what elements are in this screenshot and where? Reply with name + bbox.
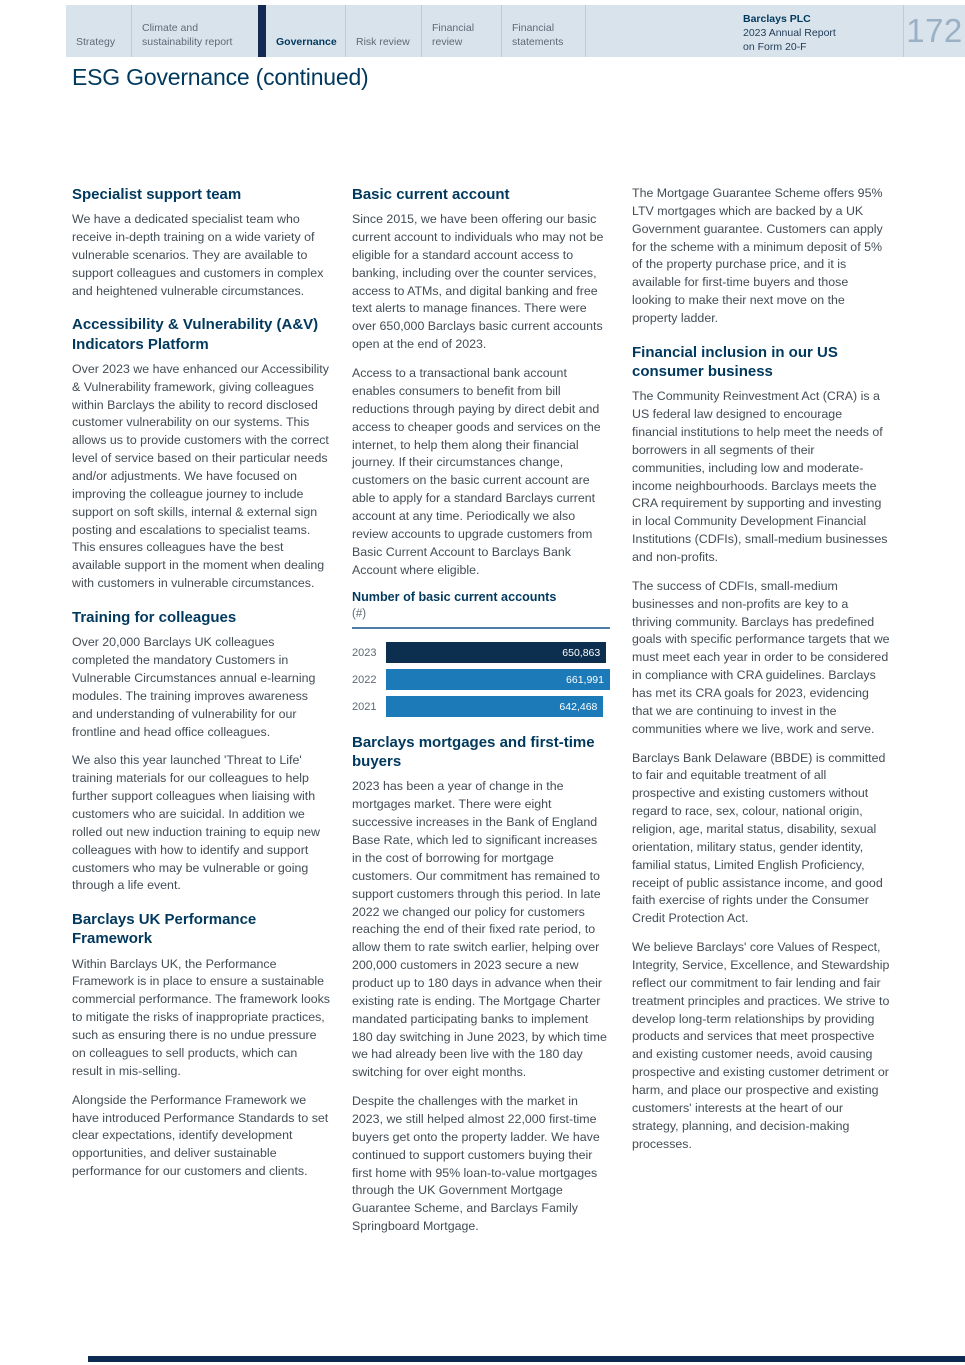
active-tab-indicator: [258, 5, 266, 57]
body-paragraph: The Mortgage Guarantee Scheme offers 95% LTV mortgages which are backed by a UK Government guarantee. Customers can apply for the scheme with a minimum deposit of 5% of the property purchase price, and it is available for first-time buyers and those looking to make their next move on the property ladder.: [632, 186, 883, 326]
tab-label: Governance: [276, 35, 337, 48]
chart-row: [352, 696, 610, 717]
tab-governance[interactable]: [266, 5, 346, 57]
report-line-2: on Form 20-F: [743, 40, 807, 53]
body-paragraph: Barclays Bank Delaware (BBDE) is committed to fair and equitable treatment of all prospective and existing customers without regard to race, sex, colour, national origin, religion, age, marital status, disability, sexual orientation, military status, gender identity, familial status, Limited English Proficiency, receipt of public assistance income, and good faith exercise of rights under the Consumer Credit Protection Act.: [632, 750, 886, 926]
body-paragraph: Despite the challenges with the market in 2023, we still helped almost 22,000 first-time buyers get onto the property ladder. We have continued to support customers buying their first home with 95% loan-to-value mortgages through the UK Government Mortgage Guarantee Scheme, and Barclays Family Springboard Mortgage.: [352, 1094, 600, 1234]
section-heading: Barclays UK Performance Framework: [72, 911, 257, 948]
chart-bar: [386, 642, 606, 663]
body-paragraph: We believe Barclays' core Values of Respect, Integrity, Service, Excellence, and Stewardship reflect our commitment to fair lending and fair treatment principles and practices. We strive to develop long-term relationships by providing products and services that meet prospective and existing customer needs, avoid causing prospective and existing customer detriment or harm, and place our prospective and existing customers' interests at the heart of our strategy, planning, and decision-making processes.: [632, 940, 890, 1151]
tab-label: Risk review: [356, 35, 410, 48]
body-paragraph: The Community Reinvestment Act (CRA) is a US federal law designed to encourage financial institutions to help meet the needs of borrowers in all segments of their communities, including low and moderate-income neighbourhoods. Barclays meets the CRA requirement by supporting and investing in local Community Development Financial Institutions (CDFIs), small-medium businesses and non-profits.: [632, 389, 888, 564]
tab-climate-and-sustainability-report[interactable]: [132, 5, 258, 57]
page-number: 172: [903, 5, 965, 57]
chart-unit: (#): [352, 608, 367, 621]
header-band: [66, 5, 965, 57]
tab-financial-review[interactable]: [422, 5, 502, 57]
chart-bar: [386, 669, 610, 690]
chart-value-label: 642,468: [559, 700, 598, 713]
tab-label: Climate and sustainability report: [142, 22, 233, 48]
chart-value-label: 661,991: [566, 673, 604, 686]
chart-row: [352, 642, 610, 663]
body-paragraph: The success of CDFIs, small-medium businesses and non-profits are key to a thriving community. Barclays has predefined goals with specific performance targets that we must meet each year in order to be considered in compliance with CRA guidelines. Barclays has met its CRA goals for 2023, evidencing that we are continuing to invest in the communities where we live, work and serve.: [632, 578, 890, 736]
chart-year-label: 2023: [352, 646, 377, 659]
tab-strategy[interactable]: [66, 5, 132, 57]
tab-label: Strategy: [76, 35, 116, 48]
tab-label: Financial statements: [512, 22, 564, 48]
chart-year-label: 2022: [352, 673, 377, 686]
section-heading: Specialist support team: [72, 186, 242, 203]
header-nav: [66, 5, 586, 57]
chart-row: [352, 669, 610, 690]
section-heading: Barclays mortgages and first-time buyers: [352, 734, 595, 771]
body-paragraph: Alongside the Performance Framework we have introduced Performance Standards to set clear expectations, identify development opportunities, and deliver sustainable performance for our customers and clients.: [72, 1092, 329, 1179]
header-spacer: [586, 5, 743, 57]
body-paragraph: Within Barclays UK, the Performance Framework is in place to ensure a sustainable commercial performance. The framework looks to mitigate the risks of inappropriate practices, such as ensuring there is no undue pressure on colleagues to sell products, which can result in mis-selling.: [72, 956, 330, 1078]
tab-financial-statements[interactable]: [502, 5, 586, 57]
body-paragraph: Over 20,000 Barclays UK colleagues completed the mandatory Customers in Vulnerable Circumstances annual e-learning modules. The training improves awareness and understanding of vulnerability for our frontline and head office colleagues.: [72, 635, 316, 739]
chart-title: Number of basic current accounts: [352, 590, 557, 605]
body-paragraph: Over 2023 we have enhanced our Accessibility & Vulnerability framework, giving colleagues within Barclays the ability to record disclosed customer vulnerability on our systems. This allows us to provide customers with the correct level of service based on their particular needs and/or adjustments. We have focused on improving the colleague journey to include support on soft skills, internal & external sign posting and escalations to specialist teams. This ensures colleagues have the best available support in the moment when dealing with customers in vulnerable circumstances.: [72, 361, 329, 591]
chart-bar: [386, 696, 603, 717]
section-heading: Accessibility & Vulnerability (A&V) Indicators Platform: [72, 316, 319, 353]
section-heading: Financial inclusion in our US consumer business: [632, 343, 838, 381]
body-paragraph: We also this year launched 'Threat to Life' training materials for our colleagues to help further support colleagues when liaising with customers who are suicidal. In addition we rolled out new induction training to equip new colleagues with how to identify and support customers who may be vulnerable or going through a life event.: [72, 753, 320, 893]
body-paragraph: Access to a transactional bank account enables consumers to benefit from bill reductions through paying by direct debit and access to cheaper goods and services on the internet, to help them along their financial journey. If their circumstances change, customers on the basic current account are able to apply for a standard Barclays current account at any time. Periodically we also review accounts to upgrade customers from Basic Current Account to Barclays Bank Account where eligible.: [352, 366, 601, 577]
chart-track: [386, 669, 610, 690]
chart-track: [386, 696, 610, 717]
page-title: ESG Governance (continued): [72, 64, 369, 90]
body-paragraph: Since 2015, we have been offering our basic current account to individuals who may not be eligible for a standard account access to banking, including over the counter services, access to ATMs, and digital banking and free text alerts to manage finances. There were over 650,000 Barclays basic current accounts open at the end of 2023.: [352, 212, 604, 352]
body-paragraph: 2023 has been a year of change in the mortgages market. There were eight successive increases in the Bank of England Base Rate, which led to significant increases in the cost of borrowing for mortgage customers. Our commitment has remained to support customers through this period. In late 2022 we changed our policy for customers reaching the end of their fixed rate period, to allow them to rate switch earlier, helping over 200,000 customers in 2023 secure a new product up to 180 days in advance when their existing rate is ending. The Mortgage Charter mandated participating banks to implement 180 day switching in June 2023, by which time we had already been live with the 180 day switching for over eight months.: [352, 779, 607, 1080]
section-heading: Training for colleagues: [72, 609, 237, 627]
section-heading: Basic current account: [352, 186, 510, 203]
footer-bar: [88, 1356, 965, 1362]
chart-rule: [352, 627, 610, 629]
column-2: [352, 185, 610, 1247]
header-meta: [743, 5, 903, 57]
tab-risk-review[interactable]: [346, 5, 422, 57]
column-1: [72, 185, 330, 1192]
brand-name: Barclays PLC: [743, 13, 811, 25]
chart-value-label: 650,863: [562, 646, 601, 659]
column-3: [632, 185, 890, 1164]
chart-track: [386, 642, 610, 663]
chart-year-label: 2021: [352, 700, 377, 713]
bar-chart: [352, 590, 610, 717]
tab-label: Financial review: [432, 22, 475, 48]
report-line-1: 2023 Annual Report: [743, 26, 836, 39]
body-paragraph: We have a dedicated specialist team who receive in-depth training on a wide variety of vulnerable scenarios. They are available to support colleagues and customers in complex and heightened vulnerable circumstances.: [72, 212, 324, 298]
content-columns: [72, 185, 890, 1247]
